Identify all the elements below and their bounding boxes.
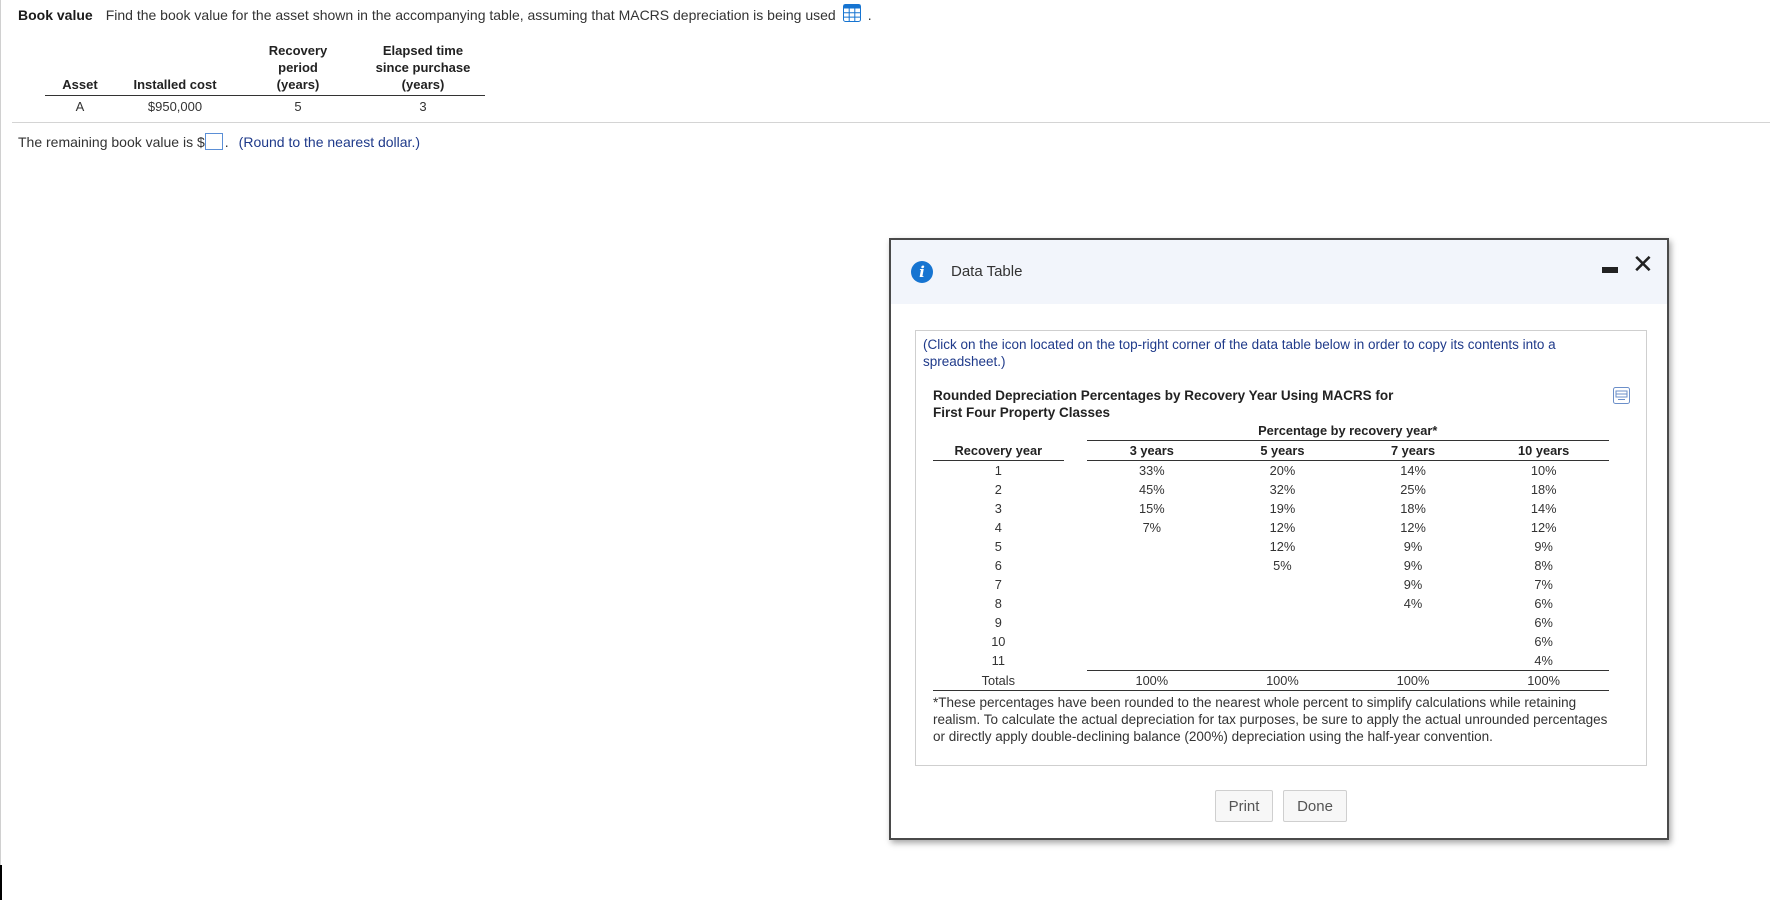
- answer-line: [18, 133, 420, 150]
- question-title: Book value: [18, 6, 93, 23]
- recovery-header-line-3: (years): [276, 77, 320, 92]
- table-row: [933, 613, 1609, 632]
- percentage-cell: [1087, 556, 1218, 575]
- gap-cell: [1064, 556, 1087, 575]
- column-header-row: [933, 441, 1609, 461]
- gap-cell: [1064, 518, 1087, 537]
- table-caption: [933, 387, 1493, 421]
- percentage-cell: 14%: [1400, 463, 1426, 478]
- col-header-7-years: 7 years: [1348, 441, 1479, 461]
- asset-cell: A: [75, 99, 85, 114]
- recovery-year-cell: 8: [994, 596, 1002, 611]
- gap-cell: [1064, 461, 1087, 481]
- col-header-5-years: 5 years: [1217, 441, 1348, 461]
- table-row: [933, 518, 1609, 537]
- percentage-cell: [1217, 632, 1348, 651]
- answer-prefix: The remaining book value is $: [18, 133, 205, 150]
- done-button[interactable]: Done: [1283, 790, 1347, 822]
- percentage-cell: [1348, 613, 1479, 632]
- col-header-recovery-year: Recovery year: [933, 441, 1064, 461]
- asset-table: [45, 42, 485, 114]
- gap-cell: [1064, 594, 1087, 613]
- percentage-cell: 9%: [1403, 577, 1423, 592]
- percentage-cell: 33%: [1139, 463, 1165, 478]
- group-header: Percentage by recovery year*: [1087, 421, 1609, 441]
- dialog-title: Data Table: [951, 263, 1023, 280]
- table-row: [933, 499, 1609, 518]
- copy-instructions: (Click on the icon located on the top-right corner of the data table below in order to copy its contents into a spreadsheet.): [923, 337, 1556, 369]
- percentage-cell: 6%: [1534, 615, 1553, 630]
- recovery-year-cell: 9: [994, 615, 1002, 630]
- answer-suffix: .: [224, 133, 229, 150]
- recovery-year-cell: 2: [994, 482, 1002, 497]
- gap-cell: [1064, 632, 1087, 651]
- percentage-cell: [1087, 537, 1218, 556]
- installed-cost-cell: $950,000: [147, 99, 203, 114]
- elapsed-header-line-1: Elapsed time: [382, 43, 464, 58]
- percentage-cell: 15%: [1139, 501, 1165, 516]
- percentage-cell: 9%: [1403, 539, 1423, 554]
- percentage-cell: 7%: [1534, 577, 1553, 592]
- data-table-content: [915, 330, 1647, 766]
- percentage-cell: 9%: [1534, 539, 1553, 554]
- minimize-icon[interactable]: [1602, 267, 1618, 273]
- recovery-year-cell: 1: [994, 463, 1002, 478]
- percentage-cell: [1087, 575, 1218, 594]
- total-10-years: 100%: [1478, 671, 1609, 691]
- recovery-year-cell: 3: [994, 501, 1002, 516]
- percentage-cell: [1087, 651, 1218, 671]
- percentage-cell: 12%: [1269, 520, 1296, 535]
- percentage-cell: 45%: [1139, 482, 1165, 497]
- gap-cell: [1064, 613, 1087, 632]
- percentage-cell: 10%: [1530, 463, 1557, 478]
- percentage-cell: 18%: [1400, 501, 1426, 516]
- elapsed-header-line-3: (years): [401, 77, 445, 92]
- grid-table-icon[interactable]: [843, 4, 861, 25]
- recovery-year-cell: 11: [991, 653, 1005, 669]
- elapsed-header-line-2: since purchase: [375, 60, 471, 75]
- percentage-cell: 12%: [1530, 520, 1557, 535]
- table-row: [933, 537, 1609, 556]
- gap-cell: [1064, 575, 1087, 594]
- col-header-3-years: 3 years: [1087, 441, 1218, 461]
- recovery-year-cell: 4: [994, 520, 1002, 535]
- recovery-period-cell: 5: [294, 99, 302, 114]
- gap-cell: [1064, 651, 1087, 671]
- macrs-table-body: [933, 461, 1609, 671]
- table-row: [933, 651, 1609, 671]
- percentage-cell: [1087, 613, 1218, 632]
- macrs-table: [933, 421, 1609, 691]
- col-header-10-years: 10 years: [1478, 441, 1609, 461]
- copy-spreadsheet-icon[interactable]: [1613, 387, 1630, 404]
- gap-cell: [1064, 499, 1087, 518]
- percentage-cell: [1348, 632, 1479, 651]
- percentage-cell: 20%: [1269, 463, 1296, 478]
- percentage-cell: [1217, 575, 1348, 594]
- percentage-cell: 9%: [1403, 558, 1423, 573]
- text-cursor: [0, 865, 2, 900]
- percentage-cell: 6%: [1534, 634, 1553, 649]
- percentage-cell: [1087, 632, 1218, 651]
- table-row: [933, 575, 1609, 594]
- recovery-year-cell: 7: [994, 577, 1002, 592]
- percentage-cell: 4%: [1478, 651, 1609, 671]
- percentage-cell: 18%: [1530, 482, 1557, 497]
- totals-row: [933, 671, 1609, 691]
- percentage-cell: 8%: [1534, 558, 1553, 573]
- gap-cell: [1064, 537, 1087, 556]
- table-row: [933, 480, 1609, 499]
- question-header: [18, 4, 872, 25]
- percentage-cell: 12%: [1400, 520, 1426, 535]
- gap-cell: [1064, 480, 1087, 499]
- percentage-cell: [1217, 613, 1348, 632]
- percentage-cell: 32%: [1269, 482, 1296, 497]
- asset-header: Asset: [45, 42, 115, 96]
- recovery-year-cell: 5: [994, 539, 1002, 554]
- installed-cost-header: Installed cost: [115, 42, 235, 96]
- dialog-header: [891, 240, 1667, 304]
- percentage-cell: 4%: [1403, 596, 1423, 611]
- total-5-years: 100%: [1217, 671, 1348, 691]
- table-footnote: *These percentages have been rounded to the nearest whole percent to simplify calculations while retaining realism. To calculate the actual depreciation for tax purposes, be sure to apply the actual unrounded percentages or directly apply double-declining balance (200%) depreciation using the half-year convention.: [933, 695, 1608, 744]
- group-header-row: [933, 421, 1609, 441]
- elapsed-time-cell: 3: [419, 99, 427, 114]
- elapsed-time-header: [361, 42, 485, 96]
- total-3-years: 100%: [1087, 671, 1218, 691]
- percentage-cell: [1217, 651, 1348, 671]
- recovery-header-line-1: Recovery: [268, 43, 328, 58]
- caption-line-2: First Four Property Classes: [933, 405, 1111, 420]
- recovery-year-cell: 6: [994, 558, 1002, 573]
- percentage-cell: [1217, 594, 1348, 613]
- book-value-input[interactable]: [205, 133, 223, 150]
- percentage-cell: 19%: [1269, 501, 1296, 516]
- table-row: [933, 632, 1609, 651]
- print-button[interactable]: Print: [1215, 790, 1273, 822]
- section-divider: [12, 122, 1770, 123]
- left-edge-line: [0, 0, 1, 900]
- question-text: Find the book value for the asset shown in the accompanying table, assuming that MACRS depreciation is being used: [105, 6, 836, 23]
- percentage-cell: 25%: [1400, 482, 1426, 497]
- percentage-cell: 12%: [1269, 539, 1296, 554]
- recovery-year-cell: 10: [991, 634, 1006, 649]
- recovery-header-line-2: period: [278, 60, 318, 75]
- recovery-period-header: [235, 42, 361, 96]
- totals-label: Totals: [933, 671, 1064, 691]
- caption-line-1: Rounded Depreciation Percentages by Recovery Year Using MACRS for: [933, 388, 1394, 403]
- rounding-note: (Round to the nearest dollar.): [238, 133, 421, 150]
- question-period: .: [867, 6, 872, 23]
- percentage-cell: 7%: [1142, 520, 1162, 535]
- close-icon[interactable]: ✕: [1632, 250, 1654, 280]
- asset-row: [45, 96, 485, 115]
- table-row: [933, 556, 1609, 575]
- total-7-years: 100%: [1348, 671, 1479, 691]
- percentage-cell: 14%: [1530, 501, 1557, 516]
- percentage-cell: 5%: [1273, 558, 1292, 573]
- percentage-cell: [1087, 594, 1218, 613]
- data-table-dialog: [889, 238, 1669, 840]
- table-row: [933, 594, 1609, 613]
- percentage-cell: [1348, 651, 1479, 671]
- percentage-cell: 6%: [1534, 596, 1553, 611]
- info-icon: i: [911, 261, 933, 283]
- table-row: [933, 461, 1609, 481]
